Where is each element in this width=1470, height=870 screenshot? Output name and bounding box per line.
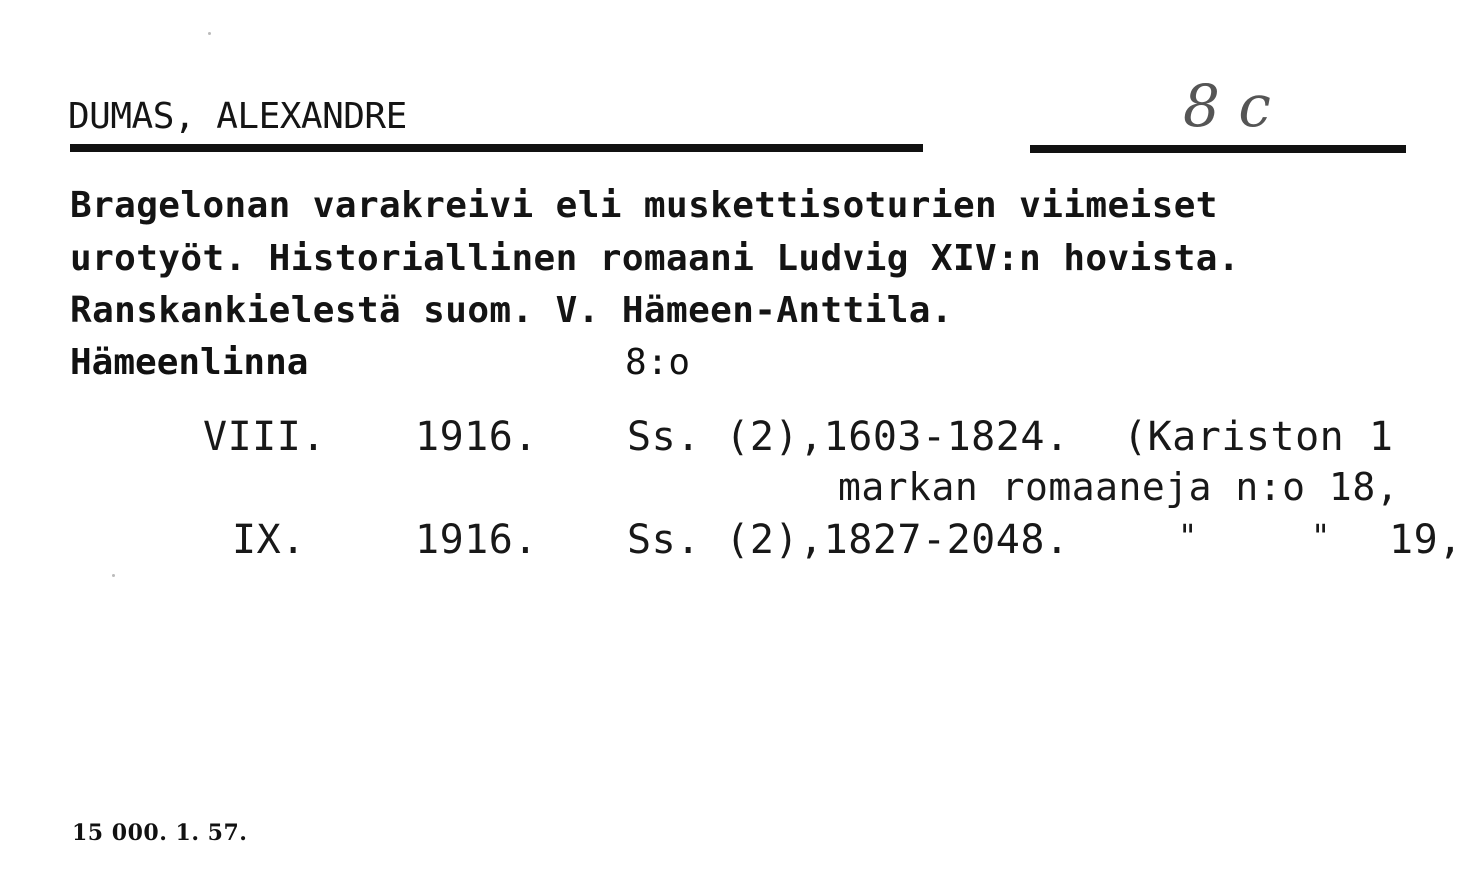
- ditto-mark: ": [1178, 517, 1198, 555]
- ditto-mark: ": [1311, 517, 1331, 555]
- volume-year: 1916.: [415, 414, 538, 460]
- heading-rule-right: [1030, 145, 1406, 153]
- volume-year: 1916.: [415, 517, 538, 563]
- author-heading: DUMAS, ALEXANDRE: [68, 96, 407, 137]
- series-note: (Kariston 1: [1123, 414, 1394, 460]
- volume-number: VIII.: [203, 414, 326, 460]
- print-code: 15 000. 1. 57.: [72, 820, 248, 846]
- title-line-3: Ranskankielestä suom. V. Hämeen-Anttila.: [70, 290, 953, 331]
- series-note-continued: markan romaaneja n:o 18,: [838, 465, 1400, 509]
- volume-pages: Ss. (2),1827-2048.: [627, 517, 1070, 563]
- call-number: 8 c: [1183, 72, 1271, 140]
- paper-speck: [112, 574, 115, 577]
- book-format: 8:o: [625, 342, 691, 383]
- series-number: 19,: [1389, 517, 1463, 563]
- volume-pages: Ss. (2),1603-1824.: [627, 414, 1070, 460]
- title-line-2: urotyöt. Historiallinen romaani Ludvig XIV:n hovista.: [70, 238, 1240, 279]
- heading-rule-left: [70, 144, 923, 152]
- publication-place: Hämeenlinna: [70, 342, 309, 383]
- volume-number: IX.: [232, 517, 306, 563]
- title-line-1: Bragelonan varakreivi eli muskettisoturien viimeiset: [70, 185, 1218, 226]
- paper-speck: [208, 32, 211, 35]
